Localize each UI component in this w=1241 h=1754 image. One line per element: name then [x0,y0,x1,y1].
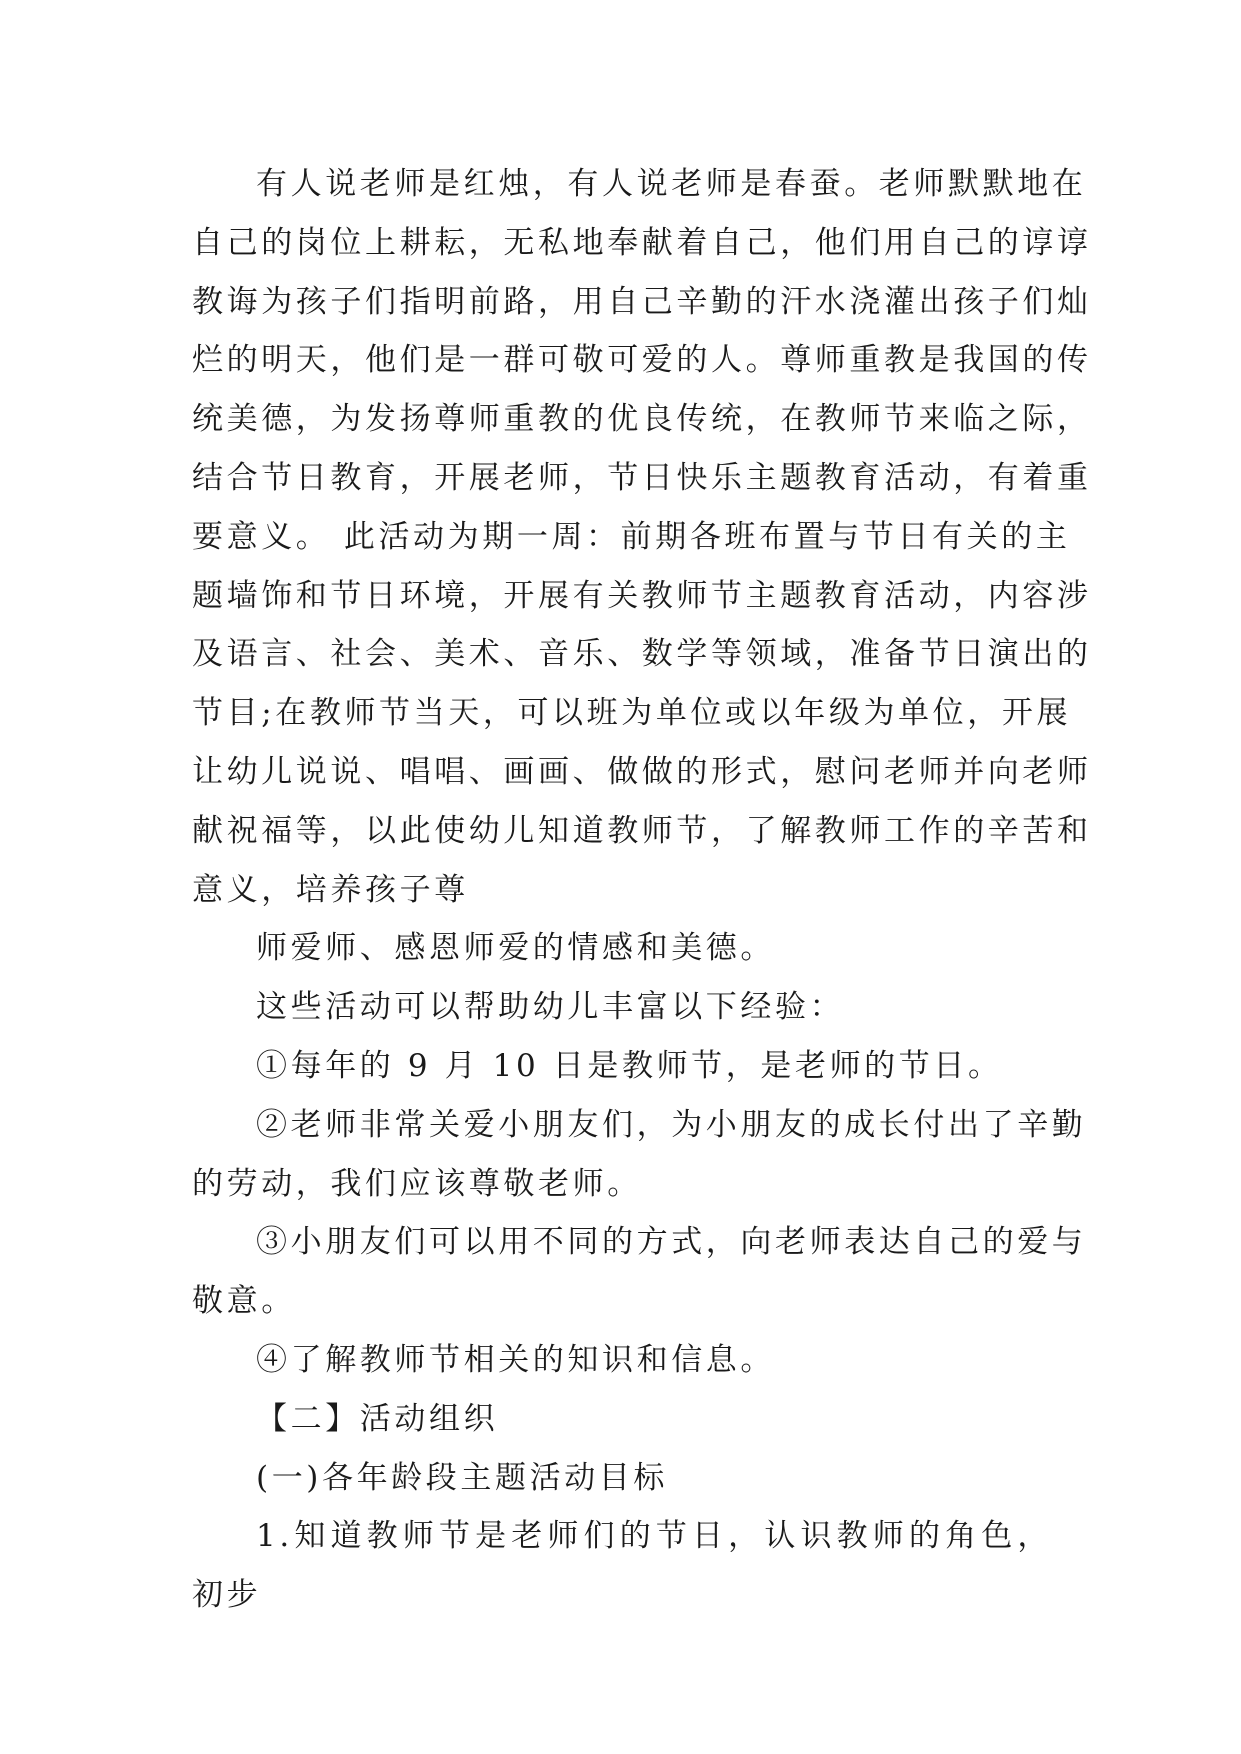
text-line: 有人说老师是红烛，有人说老师是春蚕。老师默默地在 [256,166,1087,202]
list-item-4: ④了解教师节相关的知识和信息。 [256,1341,775,1378]
paragraph-virtue: 师爱师、感恩师爱的情感和美德。 [256,930,775,967]
text-line: 及语言、社会、美术、音乐、数学等领域，准备节日演出的 [192,636,1092,673]
text-line: 教诲为孩子们指明前路，用自己辛勤的汗水浇灌出孩子们灿 [192,283,1092,320]
text-line: 的劳动，我们应该尊敬老师。 [192,1165,642,1202]
text-line: 自己的岗位上耕耘，无私地奉献着自己，他们用自己的谆谆 [192,224,1092,261]
text-line: 献祝福等，以此使幼儿知道教师节，了解教师工作的辛苦和 [192,812,1092,849]
goal-item-1: 1.知道教师节是老师们的节日，认识教师的角色，初步 [192,1518,1052,1614]
text-line: 意义，培养孩子尊 [192,871,469,908]
text-line: 敬意。 [192,1283,296,1320]
text-line: 统美德，为发扬尊师重教的优良传统，在教师节来临之际， [192,401,1092,438]
text-line: 节目;在教师节当天，可以班为单位或以年级为单位，开展 [192,695,1072,732]
text-line: ③小朋友们可以用不同的方式，向老师表达自己的爱与 [256,1224,1087,1261]
list-item-3 [192,1213,1087,1331]
text-line: 要意义。 此活动为期一周：前期各班布置与节日有关的主 [192,518,1071,555]
section-heading: 【二】活动组织 [256,1400,499,1437]
text-line: 让幼儿说说、唱唱、画画、做做的形式，慰问老师并向老师 [192,753,1092,790]
intro-paragraph [192,155,1092,919]
subsection-heading: (一)各年龄段主题活动目标 [256,1459,668,1496]
text-line: ②老师非常关爱小朋友们，为小朋友的成长付出了辛勤 [256,1106,1087,1143]
document-body [192,155,1092,1625]
paragraph-experience-intro: 这些活动可以帮助幼儿丰富以下经验： [256,989,845,1026]
text-line: 烂的明天，他们是一群可敬可爱的人。尊师重教是我国的传 [192,342,1092,379]
text-line: 结合节日教育，开展老师，节日快乐主题教育活动，有着重 [192,459,1092,496]
list-item-2 [192,1096,1087,1214]
text-line: 题墙饰和节日环境，开展有关教师节主题教育活动，内容涉 [192,577,1092,614]
list-item-1: ①每年的 9 月 10 日是教师节，是老师的节日。 [256,1047,1003,1084]
